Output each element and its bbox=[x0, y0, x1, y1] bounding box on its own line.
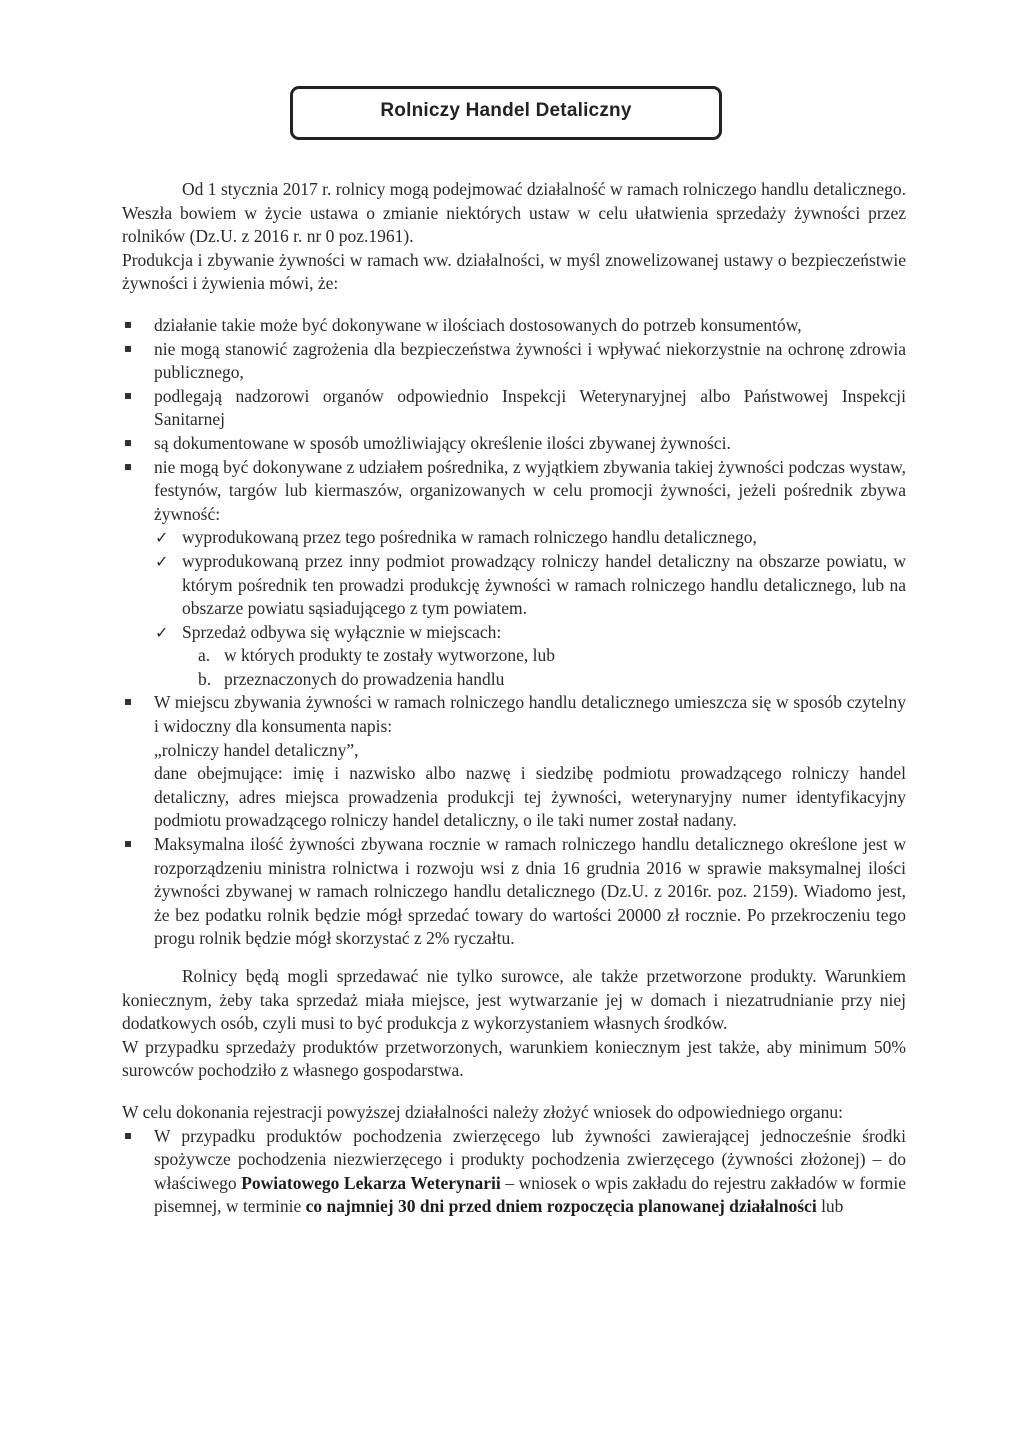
title-box bbox=[290, 86, 722, 140]
place-item bbox=[182, 668, 906, 692]
list-item-text: nie mogą być dokonywane z udziałem pośrednika, z wyjątkiem zbywania takiej żywności podczas wystaw, festynów, targów lub kiermaszów, organizowanych w celu promocji żywności, jeżeli pośrednik zbywa żywność: bbox=[154, 456, 906, 524]
check-item-text: wyprodukowaną przez inny podmiot prowadzący rolniczy handel detaliczny na obszarze powiatu, w którym pośrednik ten prowadzi produkcję żywności w ramach rolniczego handlu detalicznego, lub na obszarze powiatu sąsiadującego z tym powiatem. bbox=[182, 550, 906, 619]
bullet-square-icon bbox=[125, 1133, 131, 1139]
list-item bbox=[122, 456, 906, 692]
bullet-square-icon bbox=[125, 346, 131, 352]
bullet-square-icon bbox=[125, 322, 131, 328]
checkmark-icon: ✓ bbox=[155, 622, 169, 642]
processed-products-paragraph: Rolnicy będą mogli sprzedawać nie tylko surowce, ale także przetworzone produkty. Warunkiem koniecznym, żeby taka sprzedaż miała miejsce, jest wytwarzanie jej w domach i niezatrudnianie przy niej dodatkowych osób, czyli musi to być produkcja z wykorzystaniem własnych środków. bbox=[122, 966, 906, 1034]
bullet-square-icon bbox=[125, 841, 131, 847]
bullet-square-icon bbox=[125, 440, 131, 446]
list-item bbox=[122, 385, 906, 432]
place-text: w których produkty te zostały wytworzone, lub bbox=[224, 645, 555, 666]
list-item-text: działanie takie może być dokonywane w ilościach dostosowanych do potrzeb konsumentów, bbox=[154, 314, 802, 335]
list-item bbox=[122, 432, 906, 456]
label-data-text: dane obejmujące: imię i nazwisko albo nazwę i siedzibę podmiotu prowadzącego rolniczy handel detaliczny, adres miejsca prowadzenia produkcji tej żywności, weterynaryjny numer identyfikacyjny podmiotu prowadzącego rolniczy handel detaliczny, o ile taki numer został nadany. bbox=[154, 763, 906, 831]
intro-paragraph-2: Produkcja i zbywanie żywności w ramach ww. działalności, w myśl znowelizowanej ustawy o bezpieczeństwie żywności i żywienia mówi, że: bbox=[122, 249, 906, 294]
list-item-text: nie mogą stanowić zagrożenia dla bezpieczeństwa żywności i wpływać niekorzystnie na ochronę zdrowia publicznego, bbox=[154, 338, 906, 383]
checkmark-icon: ✓ bbox=[155, 551, 169, 571]
label-requirement-text: W miejscu zbywania żywności w ramach rolniczego handlu detalicznego umieszcza się w sposób czytelny i widoczny dla konsumenta napis: bbox=[154, 692, 906, 737]
label-quote: „rolniczy handel detaliczny”, bbox=[154, 739, 359, 760]
check-item bbox=[154, 621, 906, 692]
check-item-text: Sprzedaż odbywa się wyłącznie w miejscach: bbox=[182, 621, 502, 642]
list-item bbox=[122, 314, 906, 338]
places-list bbox=[182, 644, 906, 691]
list-item bbox=[122, 1125, 906, 1219]
list-item-text: – wniosek o wpis zakładu do rejestru zakładów w formie pisemnej, w terminie bbox=[154, 1172, 906, 1217]
list-item bbox=[122, 833, 906, 951]
list-item bbox=[122, 338, 906, 385]
intro-paragraph: Od 1 stycznia 2017 r. rolnicy mogą podejmować działalność w ramach rolniczego handlu detalicznego. Weszła bowiem w życie ustawa o zmianie niektórych ustaw w celu ułatwienia sprzedaży żywności przez rolników (Dz.U. z 2016 r. nr 0 poz.1961). bbox=[122, 179, 906, 247]
document-body bbox=[122, 178, 906, 1219]
list-item-text: są dokumentowane w sposób umożliwiający określenie ilości zbywanej żywności. bbox=[154, 432, 731, 453]
check-item bbox=[154, 550, 906, 621]
list-item-text: Maksymalna ilość żywności zbywana rocznie w ramach rolniczego handlu detalicznego określone jest w rozporządzeniu ministra rolnictwa i rozwoju wsi z dnia 16 grudnia 2016 w sprawie maksymalnej ilości żywności zbywanej w ramach rolniczego handlu detalicznego (Dz.U. z 2016r. poz. 2159). Wiadomo jest, że bez podatku rolnik będzie mógł sprzedać towary do wartości 20000 zł rocznie. Po przekroczeniu tego progu rolnik będzie mógł skorzystać z 2% ryczałtu. bbox=[154, 834, 906, 949]
bullet-square-icon bbox=[125, 393, 131, 399]
requirements-list bbox=[122, 314, 906, 951]
processed-products-condition: W przypadku sprzedaży produktów przetworzonych, warunkiem koniecznym jest także, aby minimum 50% surowców pochodziło z własnego gospodarstwa. bbox=[122, 1036, 906, 1081]
list-item-text: podlegają nadzorowi organów odpowiednio Inspekcji Weterynaryjnej albo Państwowej Inspekcji Sanitarnej bbox=[154, 385, 906, 430]
checkmark-icon: ✓ bbox=[155, 528, 169, 548]
place-letter: b. bbox=[198, 668, 212, 689]
registration-paragraph: W celu dokonania rejestracji powyższej działalności należy złożyć wniosek do odpowiedniego organu: bbox=[122, 1101, 843, 1122]
intermediary-checklist bbox=[154, 526, 906, 691]
list-item-text: W przypadku produktów pochodzenia zwierzęcego lub żywności zawierającej jednocześnie środki spożywcze pochodzenia niezwierzęcego i produkty pochodzenia zwierzęcego (żywności złożonej) – do właściwego bbox=[154, 1125, 906, 1193]
list-item bbox=[122, 691, 906, 833]
place-text: przeznaczonych do prowadzenia handlu bbox=[224, 668, 505, 689]
document-title: Rolniczy Handel Detaliczny bbox=[380, 100, 632, 122]
deadline-text: co najmniej 30 dni przed dniem rozpoczęcia planowanej działalności bbox=[305, 1196, 817, 1217]
check-item bbox=[154, 526, 906, 550]
check-item-text: wyprodukowaną przez tego pośrednika w ramach rolniczego handlu detalicznego, bbox=[182, 527, 757, 548]
bullet-square-icon bbox=[125, 699, 131, 705]
place-letter: a. bbox=[198, 645, 211, 666]
place-item bbox=[182, 644, 906, 668]
registration-list bbox=[122, 1125, 906, 1219]
authority-name: Powiatowego Lekarza Weterynarii bbox=[241, 1172, 501, 1193]
list-item-text: lub bbox=[816, 1196, 844, 1217]
bullet-square-icon bbox=[125, 464, 131, 470]
